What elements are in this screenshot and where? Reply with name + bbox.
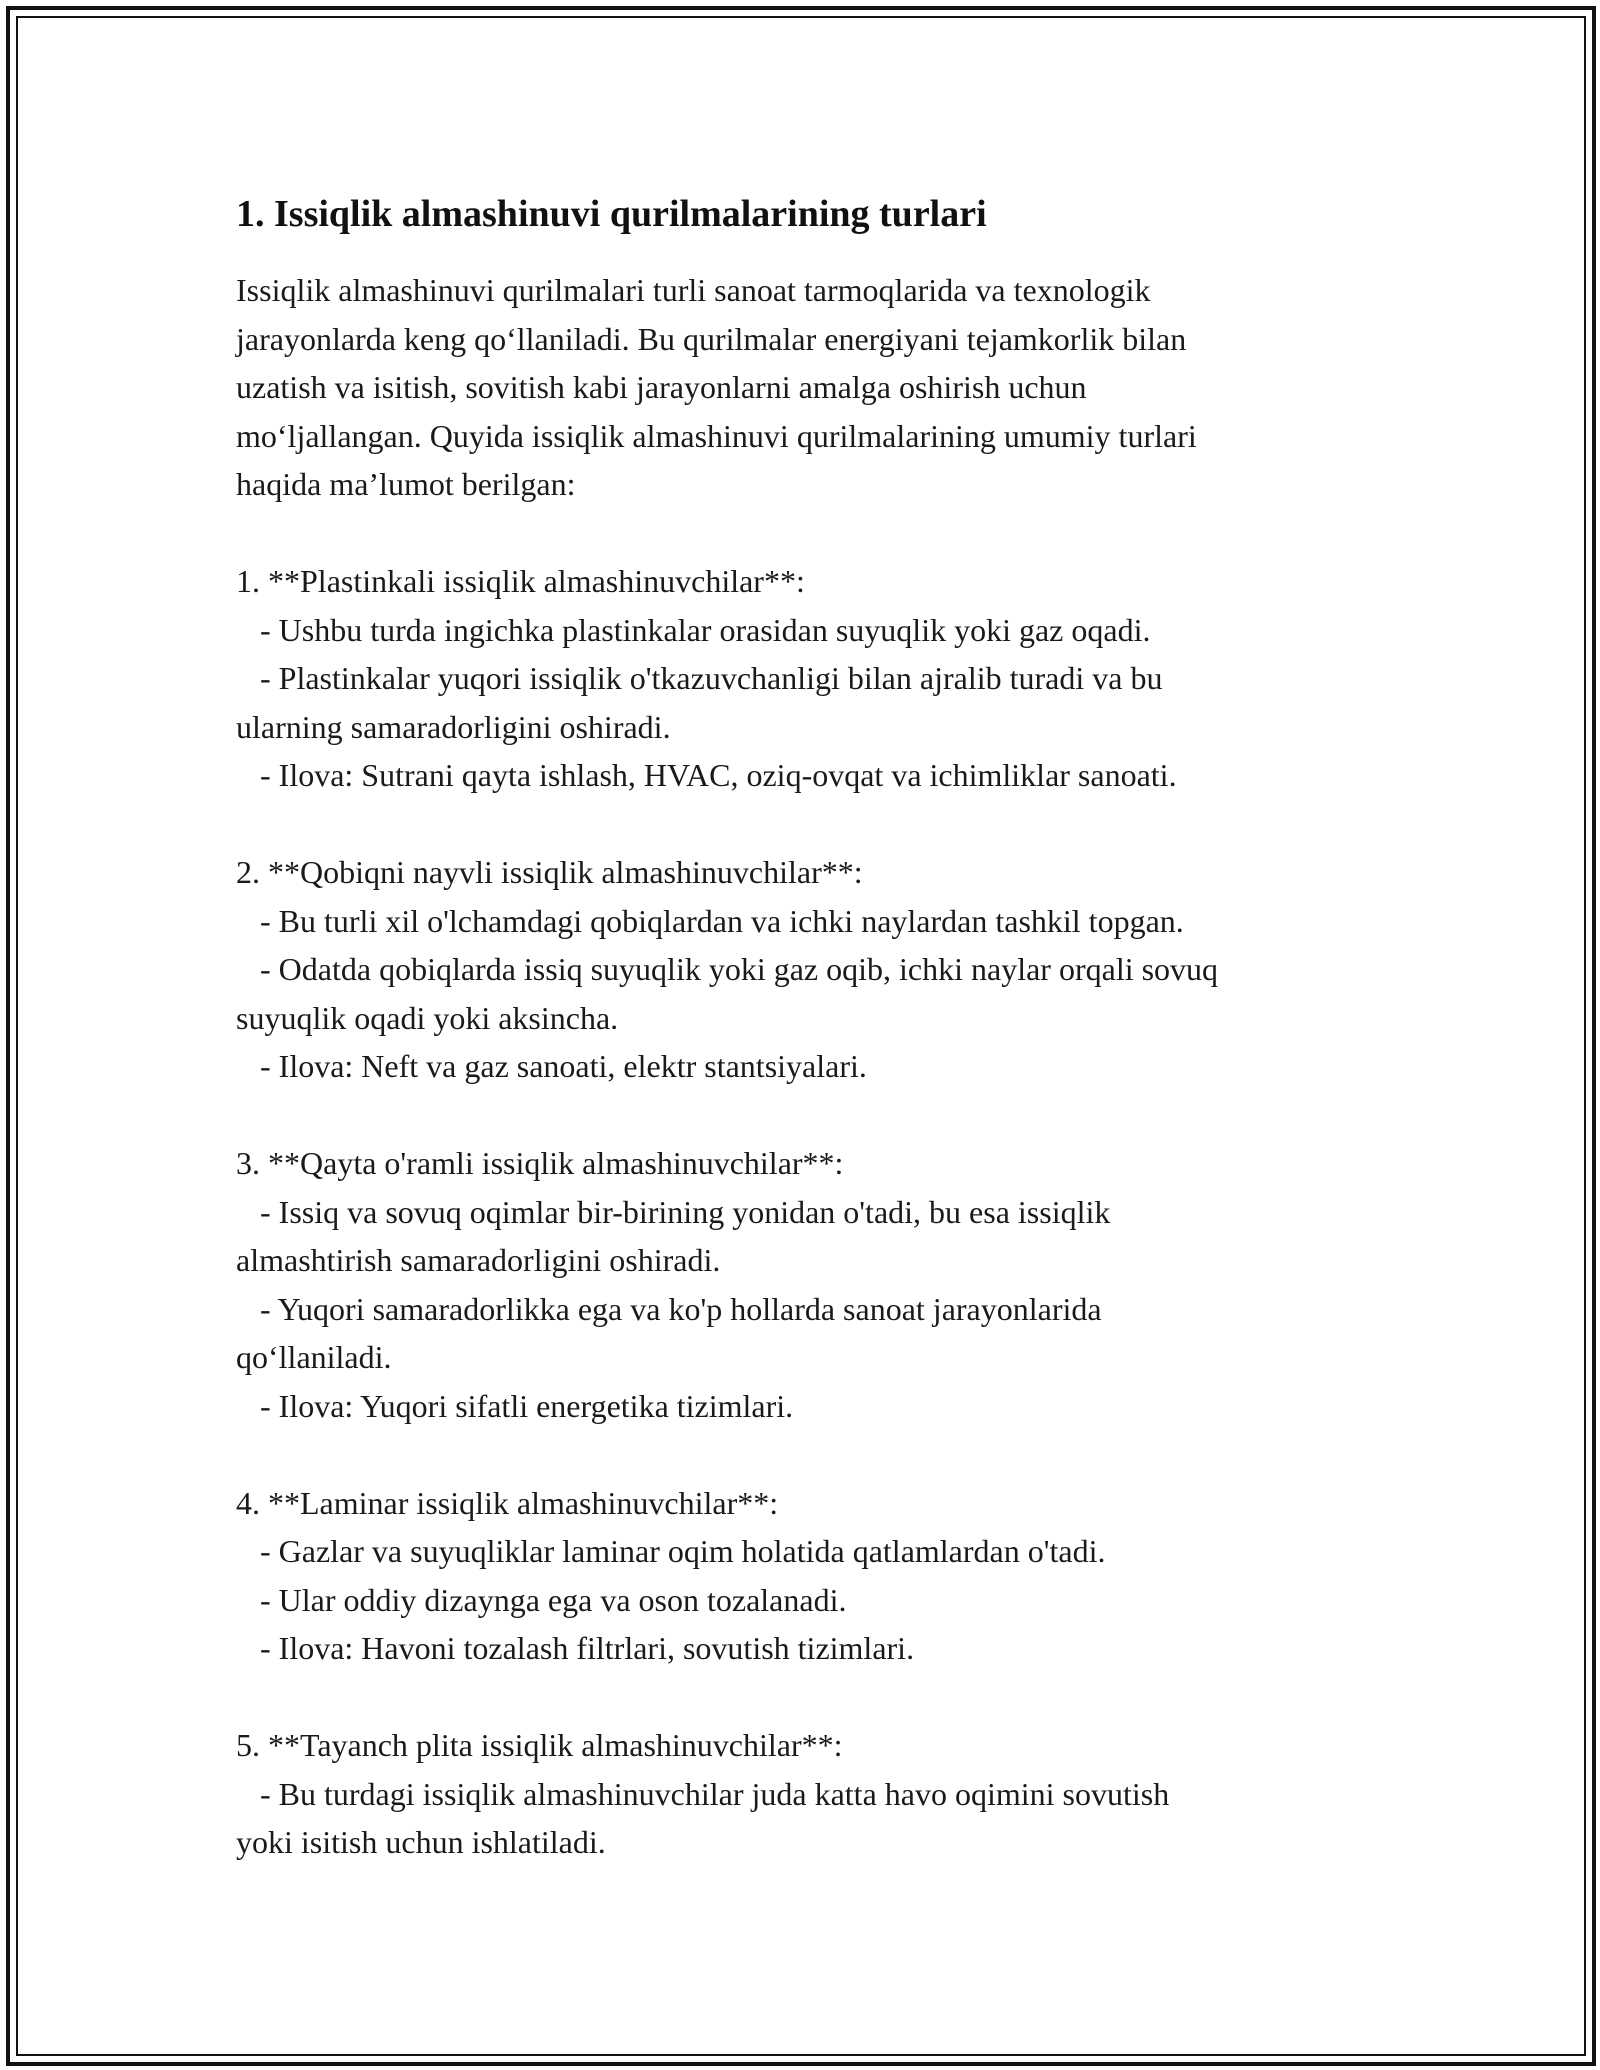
section-line: - Yuqori samaradorlikka ega va ko'p hollarda sanoat jarayonlarida	[236, 1290, 1102, 1327]
spacer	[236, 509, 1386, 558]
section-title: 4. **Laminar issiqlik almashinuvchilar**:	[236, 1484, 779, 1521]
section-line: - Bu turli xil o'lchamdagi qobiqlardan va ichki naylardan tashkil topgan.	[236, 902, 1184, 939]
section-title: 1. **Plastinkali issiqlik almashinuvchilar**:	[236, 563, 805, 599]
section-line: - Gazlar va suyuqliklar laminar oqim holatida qatlamlardan o'tadi.	[236, 1533, 1106, 1569]
section-line: - Bu turdagi issiqlik almashinuvchilar juda katta havo oqimini sovutish	[236, 1775, 1170, 1812]
section-line: - Ilova: Havoni tozalash filtrlari, sovutish tizimlari.	[236, 1630, 915, 1666]
section-line: - Ilova: Sutrani qayta ishlash, HVAC, oziq-ovqat va ichimliklar sanoati.	[236, 757, 1177, 793]
intro-line: jarayonlarda keng qo‘llaniladi. Bu qurilmalar energiyani tejamkorlik bilan	[236, 320, 1187, 357]
spacer	[236, 1430, 1386, 1479]
intro-line: haqida ma’lumot berilgan:	[236, 466, 576, 502]
section-line: - Plastinkalar yuqori issiqlik o'tkazuvchanligi bilan ajralib turadi va bu	[236, 660, 1163, 696]
section-laminar-exchangers	[236, 1479, 1386, 1673]
section-coil-exchangers	[236, 1139, 1386, 1430]
section-line: qo‘llaniladi.	[236, 1339, 392, 1375]
intro-line: uzatish va isitish, sovitish kabi jarayonlarni amalga oshirish uchun	[236, 369, 1087, 405]
intro-line: Issiqlik almashinuvi qurilmalari turli sanoat tarmoqlarida va texnologik	[236, 272, 1151, 308]
document-body	[236, 184, 1386, 1867]
intro-paragraph	[236, 266, 1386, 509]
section-line: - Ular oddiy dizaynga ega va oson tozalanadi.	[236, 1581, 847, 1618]
intro-line: mo‘ljallangan. Quyida issiqlik almashinuvi qurilmalarining umumiy turlari	[236, 417, 1197, 454]
section-title: 5. **Tayanch plita issiqlik almashinuvchilar**:	[236, 1727, 843, 1763]
section-line: ularning samaradorligini oshiradi.	[236, 708, 671, 745]
section-line: - Ilova: Yuqori sifatli energetika tizimlari.	[236, 1387, 794, 1424]
section-line: yoki isitish uchun ishlatiladi.	[236, 1824, 606, 1860]
spacer	[236, 1091, 1386, 1140]
section-plate-exchangers	[236, 557, 1386, 800]
section-line: - Odatda qobiqlarda issiq suyuqlik yoki gaz oqib, ichki naylar orqali sovuq	[236, 951, 1219, 987]
section-line: - Ilova: Neft va gaz sanoati, elektr stantsiyalari.	[236, 1048, 867, 1084]
section-title: 3. **Qayta o'ramli issiqlik almashinuvchilar**:	[236, 1145, 844, 1181]
section-line: - Issiq va sovuq oqimlar bir-birining yonidan o'tadi, bu esa issiqlik	[236, 1193, 1111, 1230]
section-line: suyuqlik oqadi yoki aksincha.	[236, 999, 619, 1036]
document-heading: 1. Issiqlik almashinuvi qurilmalarining turlari	[236, 193, 987, 235]
section-line: almashtirish samaradorligini oshiradi.	[236, 1242, 721, 1278]
section-base-plate-exchangers	[236, 1721, 1386, 1867]
section-line: - Ushbu turda ingichka plastinkalar orasidan suyuqlik yoki gaz oqadi.	[236, 611, 1151, 648]
spacer	[236, 1673, 1386, 1722]
section-shell-tube-exchangers	[236, 848, 1386, 1091]
spacer	[236, 800, 1386, 849]
section-title: 2. **Qobiqni nayvli issiqlik almashinuvchilar**:	[236, 854, 863, 890]
